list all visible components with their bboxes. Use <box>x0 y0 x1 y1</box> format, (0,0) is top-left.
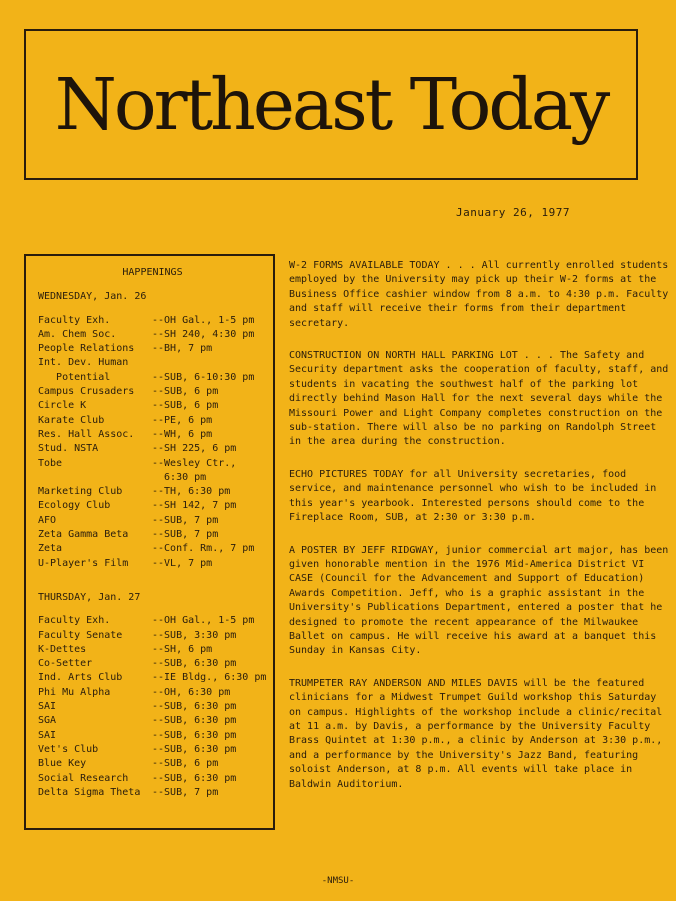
event-name: SAI <box>38 729 57 741</box>
event-details: --SUB, 6:30 pm <box>152 658 237 670</box>
event-row <box>38 342 267 356</box>
event-name: Potential <box>38 371 111 383</box>
event-details: --Wesley Ctr., <box>152 457 237 469</box>
event-details: --IE Bldg., 6:30 pm <box>152 672 267 684</box>
event-details: --SH, 6 pm <box>152 643 213 655</box>
news-item-headline: A POSTER BY JEFF RIDGWAY, <box>289 544 440 556</box>
news-item-body: will be the featured clinicians for a Midwest Trumpet Guild workshop this Saturday on campus. Highlights of the workshop include a clinic/recital at 11 a.m. by Davis, a performance by the University Faculty Brass Quintet at 1:30 p.m., a clinic by Anderson at 3:30 p.m., and a performance by the University's Jazz Band, featuring soloist Anderson, at 8 p.m. All events will take place in Baldwin Auditorium. <box>289 677 663 790</box>
event-name: Zeta Gamma Beta <box>38 529 129 541</box>
event-name: People Relations <box>38 343 135 355</box>
event-details: --SUB, 6 pm <box>152 386 219 398</box>
happenings-days <box>38 290 267 800</box>
event-details: --SUB, 6-10:30 pm <box>152 371 255 383</box>
event-name: K-Dettes <box>38 643 87 655</box>
event-row <box>38 371 267 385</box>
event-details: --SUB, 6:30 pm <box>152 743 237 755</box>
event-name: Circle K <box>38 400 87 412</box>
event-details: --OH Gal., 1-5 pm <box>152 314 255 326</box>
event-details: --SUB, 6:30 pm <box>152 729 237 741</box>
event-row <box>38 614 267 628</box>
event-name: Faculty Senate <box>38 629 123 641</box>
event-name: Campus Crusaders <box>38 386 135 398</box>
event-details: --VL, 7 pm <box>152 557 213 569</box>
event-details: --BH, 7 pm <box>152 343 213 355</box>
event-details: --SUB, 6 pm <box>152 400 219 412</box>
event-details: --SUB, 3:30 pm <box>152 629 237 641</box>
event-row <box>38 643 267 657</box>
event-name: Marketing Club <box>38 486 123 498</box>
event-name: U-Player's Film <box>38 557 129 569</box>
event-name: SGA <box>38 715 57 727</box>
event-row <box>38 485 267 499</box>
event-details: --SUB, 7 pm <box>152 514 219 526</box>
event-details: --SUB, 6:30 pm <box>152 772 237 784</box>
event-row <box>38 442 267 456</box>
news-item-body: All currently enrolled students employed by the University may pick up their W-2 forms at the Business Office cashier window from 8 a.m. to 4:30 p.m. Faculty and staff will receive their forms from their department secretary. <box>289 260 669 329</box>
event-details: --SH 142, 7 pm <box>152 500 237 512</box>
event-details: --SUB, 7 pm <box>152 529 219 541</box>
news-item <box>289 677 669 792</box>
masthead-box <box>24 29 638 180</box>
event-details: --WH, 6 pm <box>152 428 213 440</box>
event-name: Am. Chem Soc. <box>38 328 117 340</box>
event-row <box>38 499 267 513</box>
news-item-headline: W-2 FORMS AVAILABLE TODAY . . . <box>289 260 476 271</box>
event-name: Karate Club <box>38 414 105 426</box>
event-row <box>38 457 267 471</box>
event-name: Res. Hall Assoc. <box>38 428 135 440</box>
event-row <box>38 714 267 728</box>
news-item <box>289 544 669 659</box>
news-column <box>289 259 669 810</box>
event-details: --OH Gal., 1-5 pm <box>152 615 255 627</box>
event-details: --SUB, 6 pm <box>152 758 219 770</box>
event-name: Delta Sigma Theta <box>38 786 141 798</box>
event-row <box>38 557 267 571</box>
happenings-sidebar <box>24 254 275 830</box>
event-row <box>38 757 267 771</box>
news-item-headline: TRUMPETER RAY ANDERSON AND MILES DAVIS <box>289 677 518 689</box>
news-item-text <box>289 544 669 659</box>
issue-date: January 26, 1977 <box>456 206 570 219</box>
event-row <box>38 786 267 800</box>
news-item-headline: CONSTRUCTION ON NORTH HALL PARKING LOT . . . <box>289 350 554 362</box>
event-row <box>38 471 267 485</box>
event-row <box>38 686 267 700</box>
event-name: Stud. NSTA <box>38 443 99 455</box>
event-details: --SH 225, 6 pm <box>152 443 237 455</box>
event-name: Ecology Club <box>38 500 111 512</box>
news-item-headline: ECHO PICTURES TODAY <box>289 468 404 480</box>
event-name: Faculty Exh. <box>38 615 111 627</box>
news-item-text <box>289 468 669 526</box>
event-name <box>38 471 152 485</box>
event-details: --OH, 6:30 pm <box>152 686 231 698</box>
happenings-heading: HAPPENINGS <box>122 267 183 278</box>
event-row <box>38 772 267 786</box>
event-row <box>38 399 267 413</box>
event-row <box>38 671 267 685</box>
event-name: Phi Mu Alpha <box>38 686 111 698</box>
event-row <box>38 700 267 714</box>
news-item-body: for all University secretaries, food service, and maintenance personnel who wish to be included in this year's yearbook. Interested persons should come to the Fireplace Room, SUB, at 2:30 or 3:30 p.m. <box>289 468 657 524</box>
event-row <box>38 729 267 743</box>
masthead-title: Northeast Today <box>54 63 608 146</box>
event-details: --SUB, 6:30 pm <box>152 715 237 727</box>
event-row <box>38 385 267 399</box>
footer-mark: -NMSU- <box>321 876 355 886</box>
event-details: --Conf. Rm., 7 pm <box>152 543 255 555</box>
event-details: 6:30 pm <box>152 471 207 483</box>
news-item-text <box>289 349 669 450</box>
event-name: Faculty Exh. <box>38 314 111 326</box>
news-item-text <box>289 677 669 792</box>
event-name: Blue Key <box>38 758 87 770</box>
news-item <box>289 468 669 526</box>
event-row <box>38 356 267 370</box>
event-details: --SUB, 7 pm <box>152 786 219 798</box>
news-item-body: junior commercial art major, has been given honorable mention in the 1976 Mid-America District VI CASE (Council for the Advancement and Support of Education) Awards Competition. Jeff, who is a graphic assistant in the University's Publications Department, entered a poster that he designed to promote the recent appearance of the Milwaukee Ballet on campus. He will receive his award at a banquet this Sunday in Kansas City. <box>289 544 669 657</box>
news-item-text <box>289 259 669 331</box>
event-row <box>38 528 267 542</box>
event-name: SAI <box>38 701 57 713</box>
event-name: Tobe <box>38 457 63 469</box>
event-row <box>38 657 267 671</box>
event-row <box>38 328 267 342</box>
event-row <box>38 542 267 556</box>
news-item-body: The Safety and Security department asks the cooperation of faculty, staff, and students in vacating the southwest half of the parking lot directly behind Mason Hall for the next several days while the Missouri Power and Light Company completes construction on the sub-station. There will also be no parking on Randolph Street in the area during the construction. <box>289 350 669 448</box>
news-item <box>289 259 669 331</box>
day-heading: THURSDAY, Jan. 27 <box>38 591 141 603</box>
event-row <box>38 743 267 757</box>
event-name: Zeta <box>38 543 63 555</box>
event-name: Int. Dev. Human <box>38 357 129 369</box>
event-name: AFO <box>38 514 57 526</box>
news-item <box>289 349 669 450</box>
event-details: --PE, 6 pm <box>152 414 213 426</box>
event-row <box>38 414 267 428</box>
event-name: Vet's Club <box>38 743 99 755</box>
event-row <box>38 428 267 442</box>
event-details: --SUB, 6:30 pm <box>152 701 237 713</box>
event-details: --TH, 6:30 pm <box>152 486 231 498</box>
event-name: Social Research <box>38 772 129 784</box>
event-details: --SH 240, 4:30 pm <box>152 328 255 340</box>
event-name: Co-Setter <box>38 658 93 670</box>
event-row <box>38 629 267 643</box>
day-heading: WEDNESDAY, Jan. 26 <box>38 291 147 303</box>
event-name: Ind. Arts Club <box>38 672 123 684</box>
event-row <box>38 314 267 328</box>
event-row <box>38 514 267 528</box>
